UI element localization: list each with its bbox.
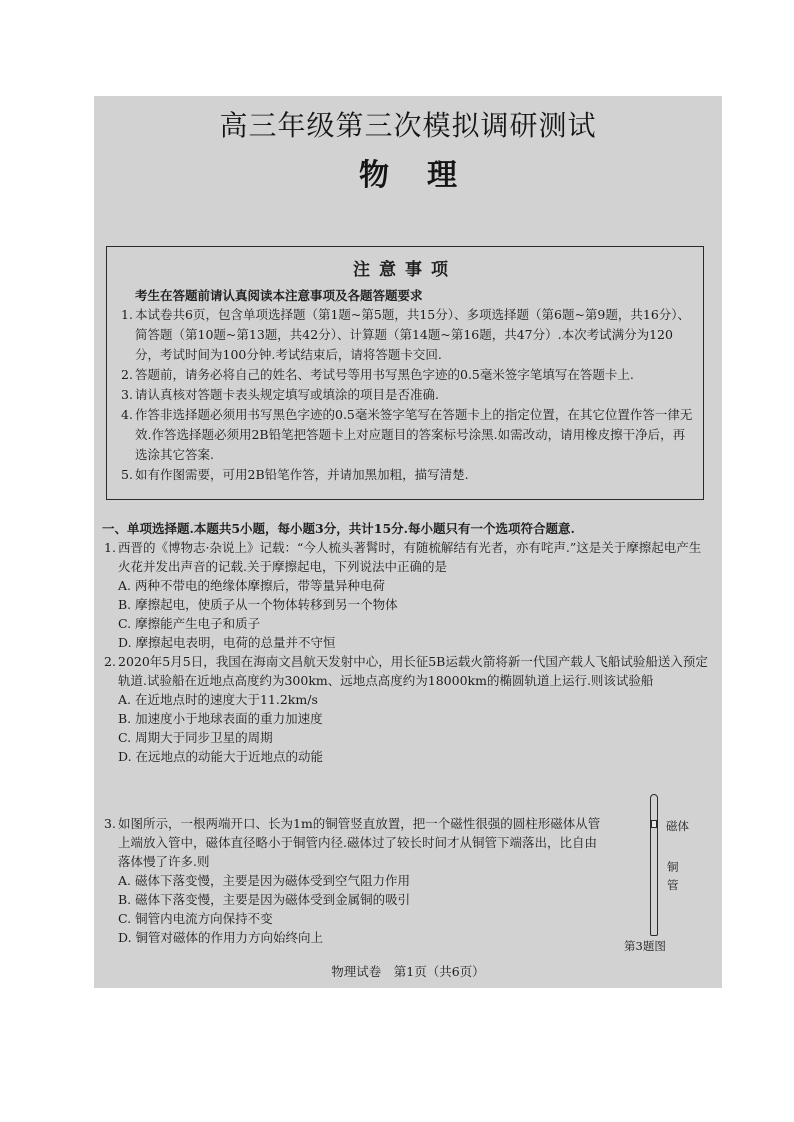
notice-item-number: 4. bbox=[121, 407, 133, 422]
option-c: C. 铜管内电流方向保持不变 bbox=[118, 911, 273, 926]
option-d: D. 铜管对磁体的作用力方向始终向上 bbox=[118, 930, 324, 945]
notice-item-number: 5. bbox=[121, 467, 133, 482]
section-heading: 一、单项选择题.本题共5小题，每小题3分，共计15分.每小题只有一个选项符合题意. bbox=[102, 521, 575, 536]
notice-item-text: 如有作图需要，可用2B铅笔作答，并请加黑加粗，描写清楚. bbox=[135, 467, 469, 482]
option-b: B. 磁体下落变慢，主要是因为磁体受到金属铜的吸引 bbox=[118, 892, 411, 907]
figure-caption: 第3题图 bbox=[624, 939, 666, 953]
exam-page bbox=[94, 96, 722, 988]
question-2 bbox=[104, 652, 709, 766]
question-1 bbox=[104, 538, 709, 652]
notice-title: 注意事项 bbox=[353, 260, 457, 280]
notice-item-text: 作答非选择题必须用书写黑色字迹的0.5毫米签字笔写在答题卡上的指定位置，在其它位置作答一律无效.作答选择题必须用2B铅笔把答题卡上对应题目的答案标号涂黑.如需改动，请用橡皮擦干净后，再选涂其它答案. bbox=[135, 407, 693, 462]
notice-item-number: 1. bbox=[121, 307, 133, 322]
option-c: C. 摩擦能产生电子和质子 bbox=[118, 616, 261, 631]
question-stem: 如图所示，一根两端开口、长为1m的铜管竖直放置，把一个磁性很强的圆柱形磁体从管上端放入管中，磁体直径略小于铜管内径.磁体过了较长时间才从铜管下端落出，比自由落体慢了许多.则 bbox=[118, 816, 601, 869]
notice-subtitle: 考生在答题前请认真阅读本注意事项及各题答题要求 bbox=[135, 288, 423, 303]
notice-item-number: 2. bbox=[121, 367, 133, 382]
question-number: 2. bbox=[104, 654, 116, 669]
notice-box bbox=[106, 246, 704, 500]
tube-label: 铜管 bbox=[667, 860, 679, 892]
option-a: A. 在近地点时的速度大于11.2km/s bbox=[118, 692, 318, 707]
option-a: A. 两种不带电的绝缘体摩擦后，带等量异种电荷 bbox=[118, 578, 385, 593]
notice-item-text: 本试卷共6页，包含单项选择题（第1题~第5题，共15分）、多项选择题（第6题~第9题，共16分）、简答题（第10题~第13题，共42分）、计算题（第14题~第16题，共47分）.本次考试满分为120分，考试时间为100分钟.考试结束后，请将答题卡交回. bbox=[135, 307, 691, 362]
magnet bbox=[651, 820, 657, 828]
option-c: C. 周期大于同步卫星的周期 bbox=[118, 730, 273, 745]
question-number: 1. bbox=[104, 540, 116, 555]
notice-item bbox=[121, 465, 695, 485]
copper-tube-figure bbox=[614, 792, 714, 952]
question-stem: 西晋的《博物志·杂说上》记载：“今人梳头著髾时，有随梳解结有光者，亦有咤声.”这是关于摩擦起电产生火花并发出声音的记载.关于摩擦起电，下列说法中正确的是 bbox=[118, 540, 702, 574]
notice-item bbox=[121, 405, 695, 465]
option-b: B. 摩擦起电，使质子从一个物体转移到另一个物体 bbox=[118, 597, 398, 612]
option-d: D. 在远地点的动能大于近地点的动能 bbox=[118, 749, 324, 764]
question-number: 3. bbox=[104, 816, 116, 831]
notice-item-text: 请认真核对答题卡表头规定填写或填涂的项目是否准确. bbox=[135, 387, 439, 402]
notice-item-text: 答题前，请务必将自己的姓名、考试号等用书写黑色字迹的0.5毫米签字笔填写在答题卡上. bbox=[135, 367, 634, 382]
exam-title: 高三年级第三次模拟调研测试 bbox=[219, 109, 597, 142]
option-a: A. 磁体下落变慢，主要是因为磁体受到空气阻力作用 bbox=[118, 873, 410, 888]
option-b: B. 加速度小于地球表面的重力加速度 bbox=[118, 711, 323, 726]
question-stem: 2020年5月5日，我国在海南文昌航天发射中心，用长征5B运载火箭将新一代国产载人飞船试验船送入预定轨道.试验船在近地点高度约为300km、远地点高度约为18000km的椭圆轨道上运行.则该试验船 bbox=[118, 654, 708, 688]
subject-title: 物理 bbox=[359, 158, 495, 193]
copper-tube bbox=[650, 794, 658, 936]
notice-list bbox=[121, 305, 695, 485]
magnet-label: 磁体 bbox=[666, 819, 689, 833]
notice-item bbox=[121, 365, 695, 385]
notice-item-number: 3. bbox=[121, 387, 133, 402]
notice-item bbox=[121, 385, 695, 405]
notice-item bbox=[121, 305, 695, 365]
question-3 bbox=[104, 814, 604, 947]
option-d: D. 摩擦起电表明，电荷的总量并不守恒 bbox=[118, 635, 336, 650]
page-footer: 物理试卷 第1页（共6页） bbox=[331, 964, 485, 979]
